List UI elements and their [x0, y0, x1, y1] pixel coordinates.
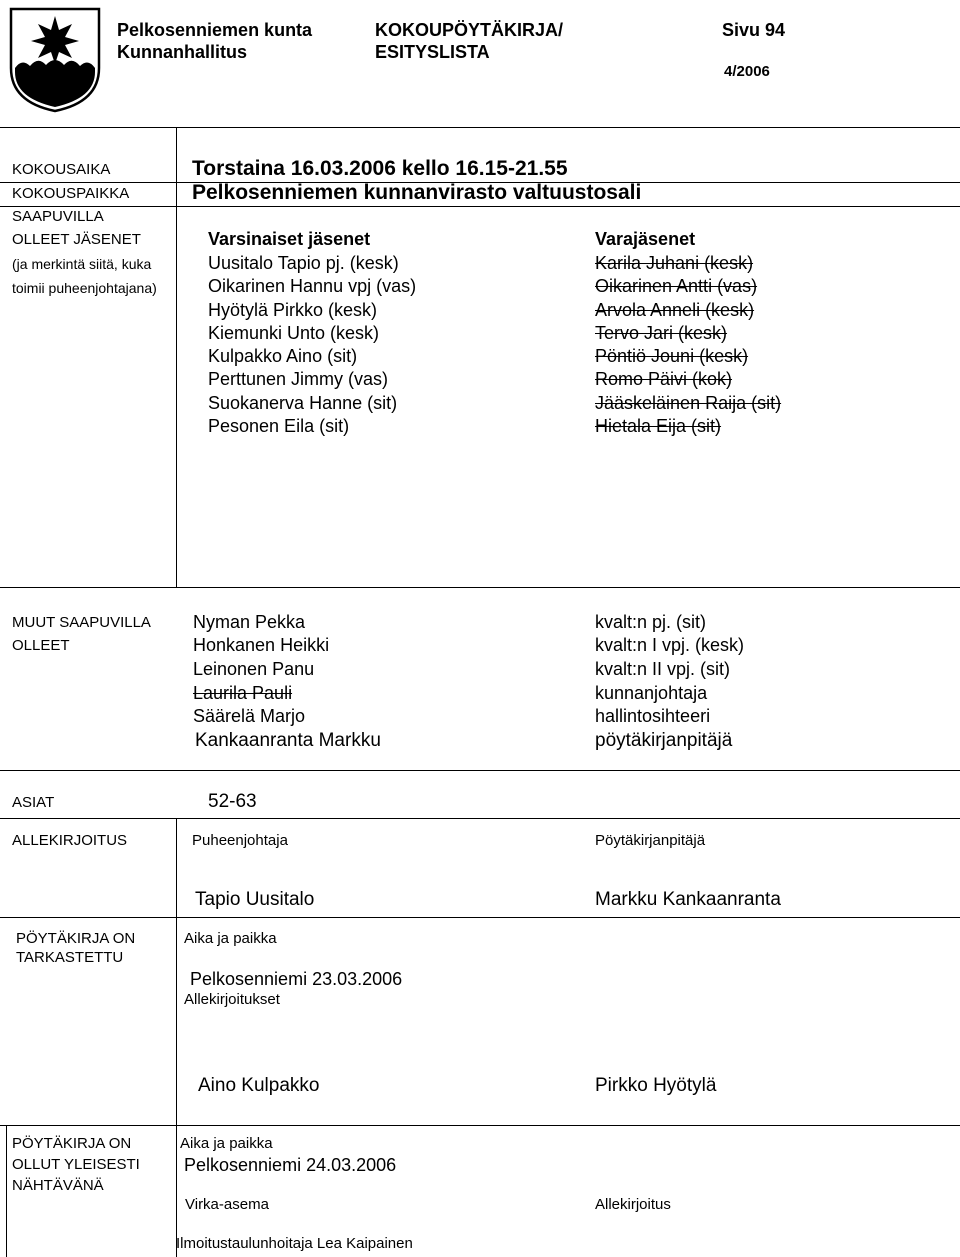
others-present-label-2: OLLEET [12, 637, 70, 654]
other-attendee: Honkanen Heikki [193, 635, 330, 655]
deputy-member: Karila Juhani (kesk) [595, 253, 754, 273]
time-place-label: Aika ja paikka [184, 930, 277, 947]
secretary-name: Markku Kankaanranta [595, 889, 781, 910]
checker-name: Pirkko Hyötylä [595, 1075, 717, 1096]
column-divider [176, 127, 177, 587]
attendees-label-2: OLLEET JÄSENET [12, 231, 141, 248]
left-border [6, 1125, 7, 1257]
attendees-note-2: toimii puheenjohtajana) [12, 280, 157, 296]
deputy-member: Arvola Anneli (kesk) [595, 300, 755, 320]
regular-member: Kulpakko Aino (sit) [208, 346, 358, 366]
items-label: ASIAT [12, 794, 55, 811]
meeting-place-label: KOKOUSPAIKKA [12, 185, 130, 202]
divider [0, 127, 960, 128]
other-attendee: Leinonen Panu [193, 659, 315, 679]
minutes-checked-label-2: TARKASTETTU [16, 949, 124, 966]
signature-label: Allekirjoitus [595, 1196, 671, 1213]
divider [0, 587, 960, 588]
regular-member: Suokanerva Hanne (sit) [208, 393, 398, 413]
regular-member: Uusitalo Tapio pj. (kesk) [208, 253, 399, 273]
divider [0, 917, 960, 918]
document-type: KOKOUPÖYTÄKIRJA/ [375, 20, 564, 40]
signatures-label: Allekirjoitukset [184, 991, 280, 1008]
municipality-coat-of-arms-logo [8, 6, 102, 114]
regular-member: Oikarinen Hannu vpj (vas) [208, 276, 417, 296]
attendee-role: kvalt:n I vpj. (kesk) [595, 635, 745, 655]
position-label: Virka-asema [185, 1196, 269, 1213]
other-attendee: Nyman Pekka [193, 612, 306, 632]
deputy-member: Romo Päivi (kok) [595, 369, 733, 389]
meeting-time-value: Torstaina 16.03.2006 kello 16.15-21.55 [192, 157, 568, 180]
deputy-members-heading: Varajäsenet [595, 229, 696, 249]
time-place-value: Pelkosenniemi 23.03.2006 [190, 969, 403, 989]
deputy-member: Tervo Jari (kesk) [595, 323, 728, 343]
time-place-label: Aika ja paikka [180, 1135, 273, 1152]
attendee-role: kunnanjohtaja [595, 683, 708, 703]
minutes-public-label-2: OLLUT YLEISESTI [12, 1156, 140, 1173]
divider [0, 770, 960, 771]
regular-member: Perttunen Jimmy (vas) [208, 369, 389, 389]
divider [0, 1125, 960, 1126]
attendees-label: SAAPUVILLA [12, 208, 104, 225]
regular-member: Pesonen Eila (sit) [208, 416, 350, 436]
chair-name: Tapio Uusitalo [195, 889, 315, 910]
secretary-role-label: Pöytäkirjanpitäjä [595, 832, 706, 849]
others-present-label: MUUT SAAPUVILLA [12, 614, 151, 631]
items-value: 52-63 [208, 791, 257, 812]
municipality-name: Pelkosenniemen kunta [117, 20, 313, 40]
attendee-role: kvalt:n II vpj. (sit) [595, 659, 731, 679]
regular-members-heading: Varsinaiset jäsenet [208, 229, 371, 249]
minutes-public-label: PÖYTÄKIRJA ON [12, 1135, 132, 1152]
regular-member: Kiemunki Unto (kesk) [208, 323, 380, 343]
deputy-member: Jääskeläinen Raija (sit) [595, 393, 782, 413]
chair-role-label: Puheenjohtaja [192, 832, 288, 849]
column-divider [176, 818, 177, 1257]
other-attendee: Kankaanranta Markku [195, 730, 381, 751]
deputy-member: Hietala Eija (sit) [595, 416, 722, 436]
deputy-member: Oikarinen Antti (vas) [595, 276, 758, 296]
time-place-value: Pelkosenniemi 24.03.2006 [184, 1155, 397, 1175]
meeting-number: 4/2006 [724, 63, 770, 80]
other-attendee: Laurila Pauli [193, 683, 293, 703]
regular-member: Hyötylä Pirkko (kesk) [208, 300, 378, 320]
position-value: Ilmoitustaulunhoitaja Lea Kaipainen [176, 1235, 413, 1252]
attendees-note: (ja merkintä siitä, kuka [12, 256, 152, 272]
meeting-time-label: KOKOUSAIKA [12, 161, 111, 178]
signature-label: ALLEKIRJOITUS [12, 832, 128, 849]
page-number: Sivu 94 [722, 20, 786, 40]
meeting-place-value: Pelkosenniemen kunnanvirasto valtuustosali [192, 181, 642, 204]
other-attendee: Säärelä Marjo [193, 706, 306, 726]
divider [0, 206, 960, 207]
deputy-member: Pöntiö Jouni (kesk) [595, 346, 749, 366]
attendee-role: pöytäkirjanpitäjä [595, 730, 733, 751]
body-name: Kunnanhallitus [117, 42, 247, 62]
minutes-checked-label: PÖYTÄKIRJA ON [16, 930, 136, 947]
minutes-public-label-3: NÄHTÄVÄNÄ [12, 1177, 104, 1194]
divider [0, 818, 960, 819]
checker-name: Aino Kulpakko [198, 1075, 320, 1096]
attendee-role: hallintosihteeri [595, 706, 711, 726]
document-type-2: ESITYSLISTA [375, 42, 490, 62]
attendee-role: kvalt:n pj. (sit) [595, 612, 707, 632]
